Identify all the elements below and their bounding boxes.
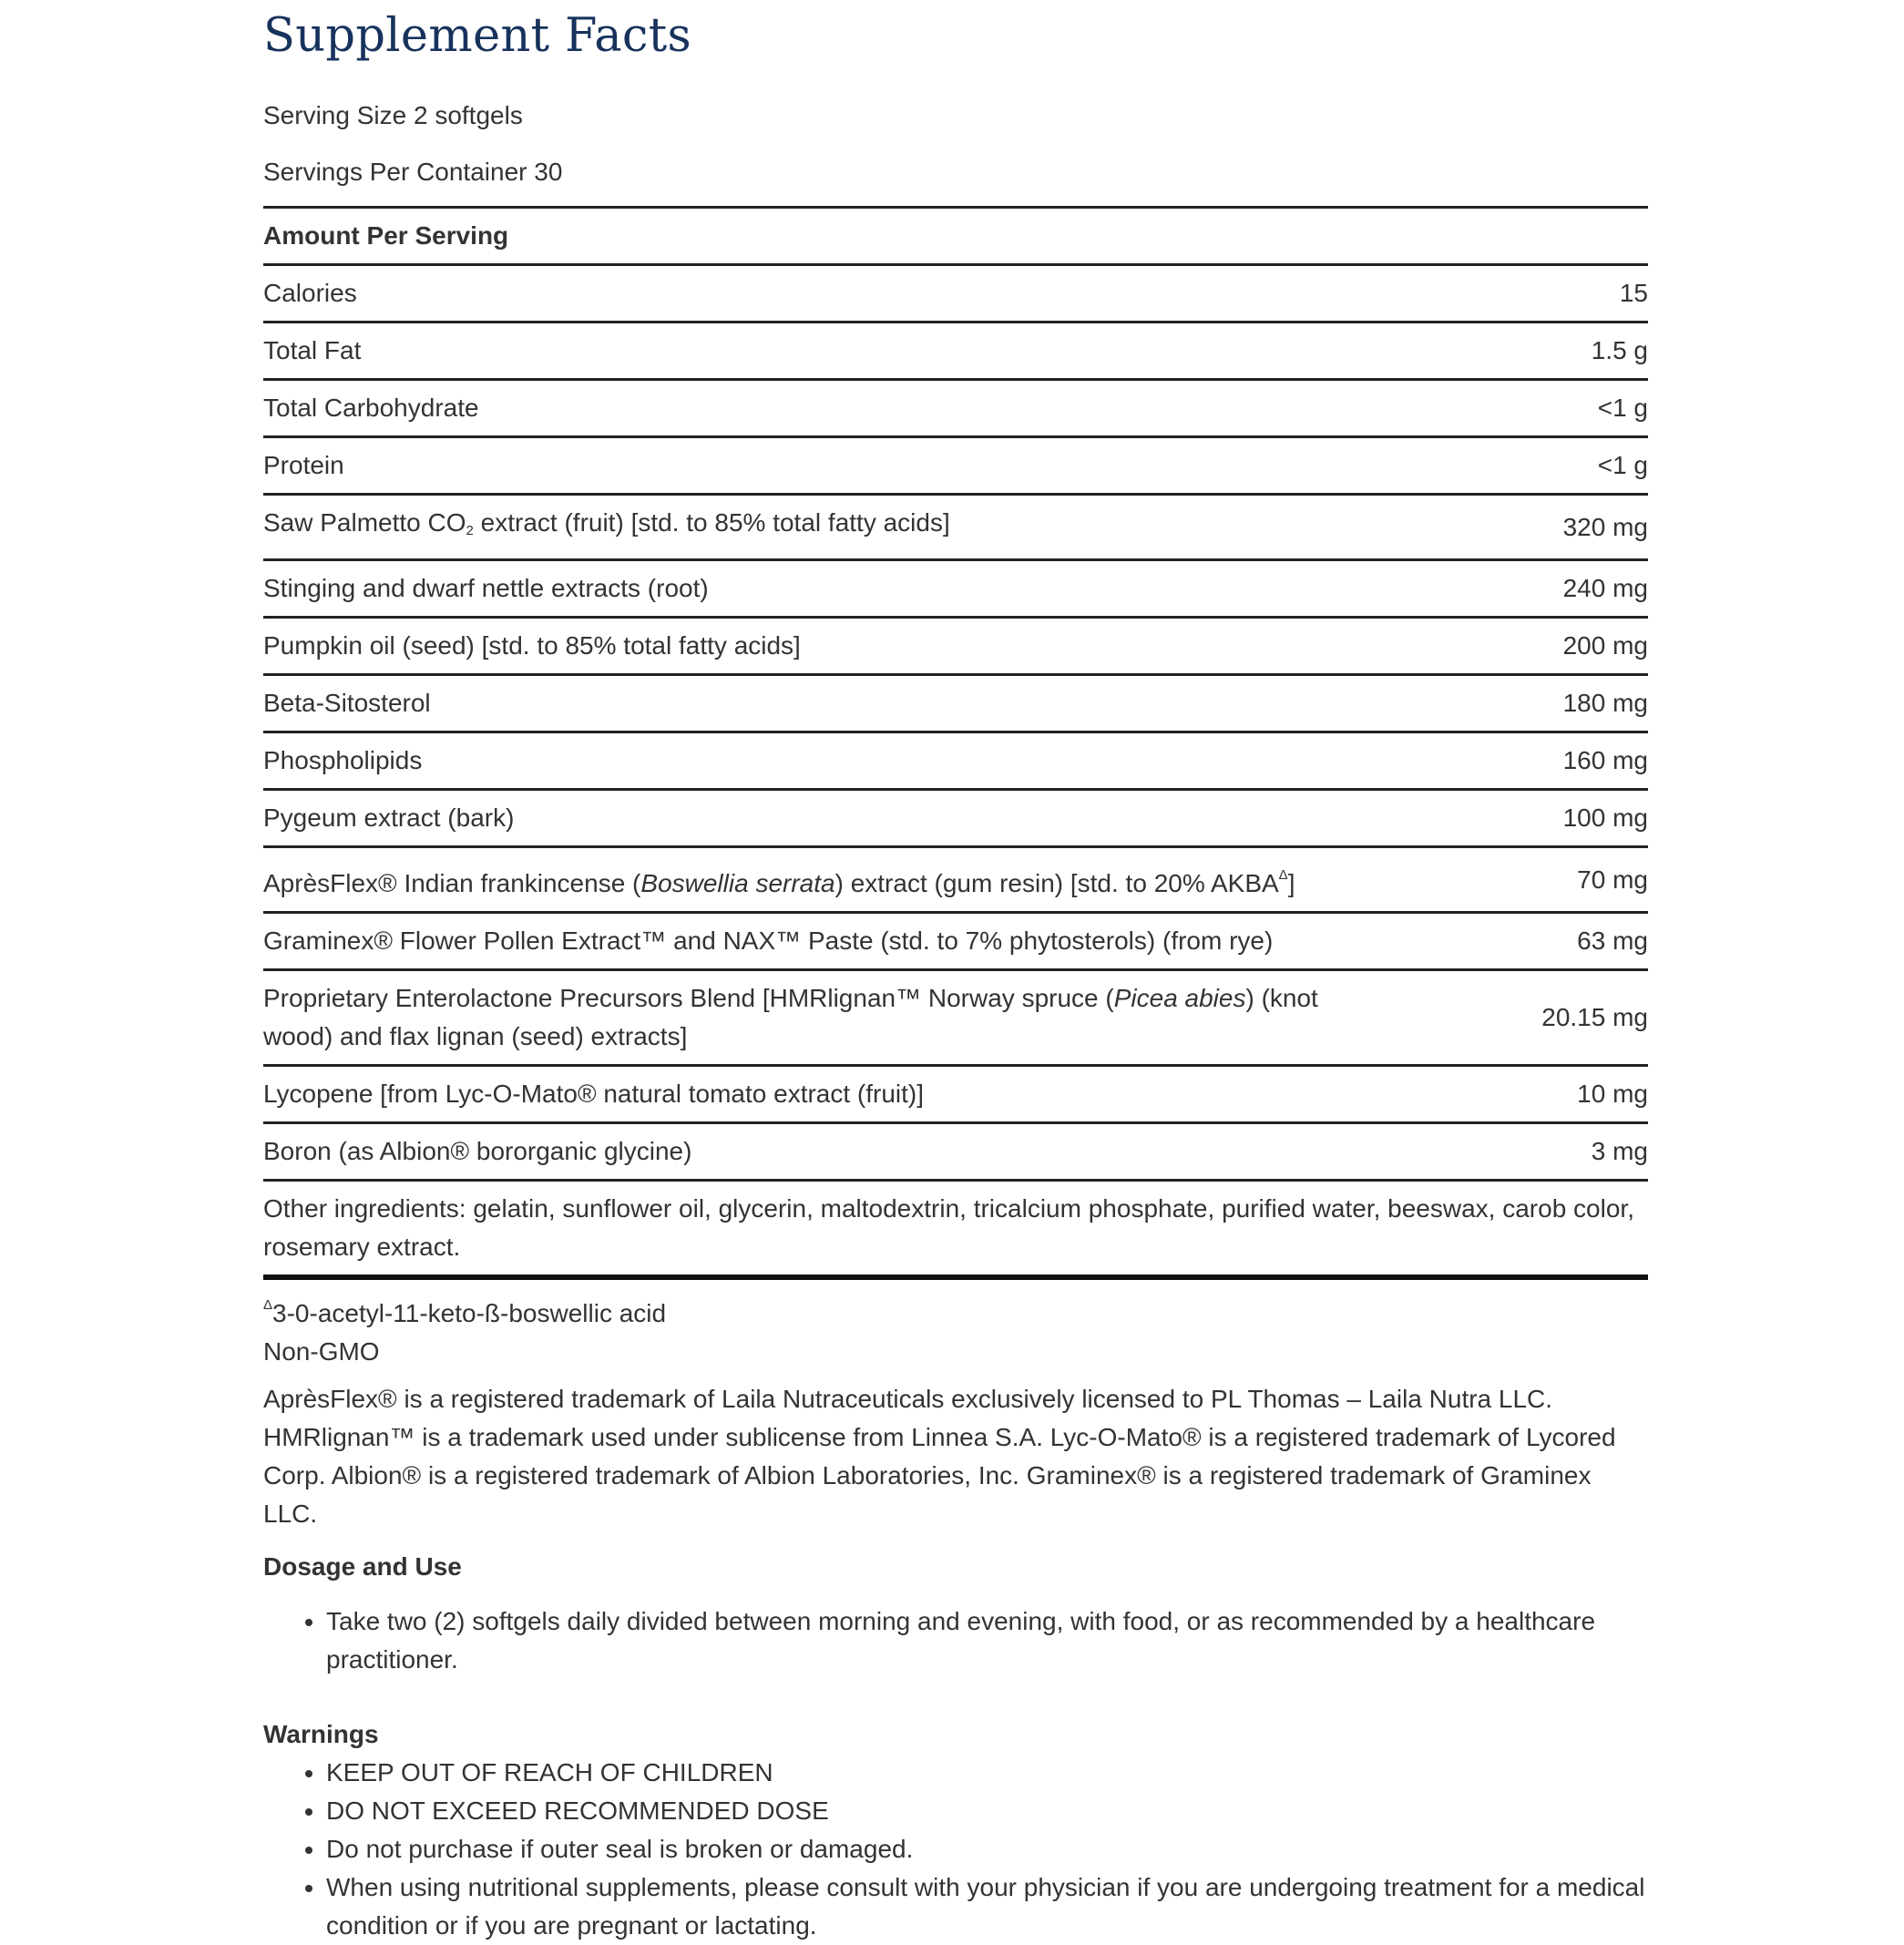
page-title: Supplement Facts <box>263 9 692 63</box>
boswellic-footnote <box>263 1286 1648 1333</box>
ingredient-name: Beta-Sitosterol <box>263 689 431 717</box>
nutrient-amount: 1.5 g <box>1591 336 1648 364</box>
ingredient-name: Pumpkin oil (seed) [std. to 85% total fatty acids] <box>263 631 801 660</box>
ingredient-name-part: ] <box>1287 869 1295 897</box>
subscript-2: 2 <box>466 523 474 538</box>
table-row <box>263 676 1648 733</box>
amount-per-serving-header <box>263 209 1648 266</box>
ingredient-amount: 63 mg <box>1577 926 1648 955</box>
ingredient-name <box>263 848 1295 911</box>
delta-footnote-marker: Δ <box>1278 867 1288 883</box>
ingredient-name-part: AprèsFlex® Indian frankincense ( <box>263 869 641 897</box>
nutrient-name: Protein <box>263 451 344 479</box>
nutrient-amount: <1 g <box>1597 394 1648 422</box>
nutrient-amount: 15 <box>1619 279 1648 307</box>
table-row <box>263 381 1648 438</box>
ingredient-amount: 180 mg <box>1562 689 1648 717</box>
ingredient-name <box>263 971 1329 1064</box>
table-row <box>263 438 1648 496</box>
servings-per-container: Servings Per Container 30 <box>263 158 563 186</box>
table-row <box>263 791 1648 848</box>
ingredient-name-part: Proprietary Enterolactone Precursors Blend [HMRlignan™ Norway spruce ( <box>263 984 1114 1012</box>
other-ingredients-row <box>263 1182 1648 1280</box>
table-row <box>263 1124 1648 1182</box>
list-item: • KEEP OUT OF REACH OF CHILDREN <box>326 1754 1648 1792</box>
non-gmo-label: Non-GMO <box>263 1337 380 1366</box>
ingredient-name: Pygeum extract (bark) <box>263 804 515 832</box>
serving-size: Serving Size 2 softgels <box>263 101 523 129</box>
footnote-text: 3-0-acetyl-11-keto-ß-boswellic acid <box>272 1299 667 1327</box>
list-item: • When using nutritional supplements, please consult with your physician if you are undergoing treatment for a medical condition or if you are pregnant or lactating. <box>326 1868 1648 1945</box>
ingredient-amount: 160 mg <box>1562 746 1648 774</box>
table-row <box>263 848 1648 914</box>
other-ingredients: Other ingredients: gelatin, sunflower oil, glycerin, maltodextrin, tricalcium phosphate, purified water, beeswax, carob color, rosemary extract. <box>263 1194 1634 1261</box>
ingredient-amount: 3 mg <box>1591 1137 1648 1165</box>
ingredient-name: Phospholipids <box>263 746 423 774</box>
table-row <box>263 914 1648 971</box>
nutrient-amount: <1 g <box>1597 451 1648 479</box>
ingredient-amount: 200 mg <box>1562 631 1648 660</box>
ingredient-amount: 240 mg <box>1562 574 1648 602</box>
dosage-list <box>263 1602 1648 1679</box>
warnings-list <box>263 1754 1648 1945</box>
ingredient-name <box>263 496 950 558</box>
nutrient-name: Total Carbohydrate <box>263 394 479 422</box>
dosage-heading: Dosage and Use <box>263 1552 462 1581</box>
ingredient-latin-name: Boswellia serrata <box>640 869 835 897</box>
supplement-facts-panel <box>263 0 1648 1945</box>
nutrient-name: Calories <box>263 279 357 307</box>
ingredient-amount: 70 mg <box>1577 865 1648 894</box>
table-row <box>263 561 1648 619</box>
list-item: • DO NOT EXCEED RECOMMENDED DOSE <box>326 1792 1648 1830</box>
ingredient-amount: 10 mg <box>1577 1080 1648 1108</box>
ingredient-name-part: ) (knot wood) and flax lignan (seed) extracts] <box>263 984 1318 1050</box>
delta-footnote-marker: Δ <box>263 1297 273 1313</box>
list-item: • Do not purchase if outer seal is broken or damaged. <box>326 1830 1648 1868</box>
amount-header-label: Amount Per Serving <box>263 221 509 250</box>
table-row <box>263 323 1648 381</box>
nutrient-name: Total Fat <box>263 336 362 364</box>
ingredient-name: Stinging and dwarf nettle extracts (root) <box>263 574 709 602</box>
table-row <box>263 971 1648 1067</box>
ingredient-name: Graminex® Flower Pollen Extract™ and NAX™ Paste (std. to 7% phytosterols) (from rye) <box>263 926 1274 955</box>
ingredient-name-part: extract (fruit) [std. to 85% total fatty acids] <box>473 508 950 537</box>
ingredient-amount: 20.15 mg <box>1541 1003 1648 1031</box>
ingredient-amount: 320 mg <box>1562 512 1648 541</box>
table-row <box>263 1067 1648 1124</box>
warnings-heading: Warnings <box>263 1720 379 1748</box>
table-row <box>263 496 1648 561</box>
ingredient-name-part: ) extract (gum resin) [std. to 20% AKBA <box>834 869 1279 897</box>
table-row <box>263 266 1648 323</box>
ingredient-name: Boron (as Albion® bororganic glycine) <box>263 1137 692 1165</box>
table-row <box>263 733 1648 791</box>
list-item: • Take two (2) softgels daily divided between morning and evening, with food, or as recommended by a healthcare practitioner. <box>326 1602 1648 1679</box>
ingredient-name-part: Saw Palmetto CO <box>263 508 466 537</box>
trademark-notice: AprèsFlex® is a registered trademark of Laila Nutraceuticals exclusively licensed to PL Thomas – Laila Nutra LLC. HMRlignan™ is a trademark used under sublicense from Linnea S.A. Lyc-O-Mato® is a registered trademark of Lycored Corp. Albion® is a registered trademark of Albion Laboratories, Inc. Graminex® is a registered trademark of Graminex LLC. <box>263 1385 1616 1528</box>
ingredient-amount: 100 mg <box>1562 804 1648 832</box>
facts-table <box>263 206 1648 1280</box>
ingredient-latin-name: Picea abies <box>1113 984 1246 1012</box>
ingredient-name: Lycopene [from Lyc-O-Mato® natural tomato extract (fruit)] <box>263 1080 925 1108</box>
table-row <box>263 619 1648 676</box>
